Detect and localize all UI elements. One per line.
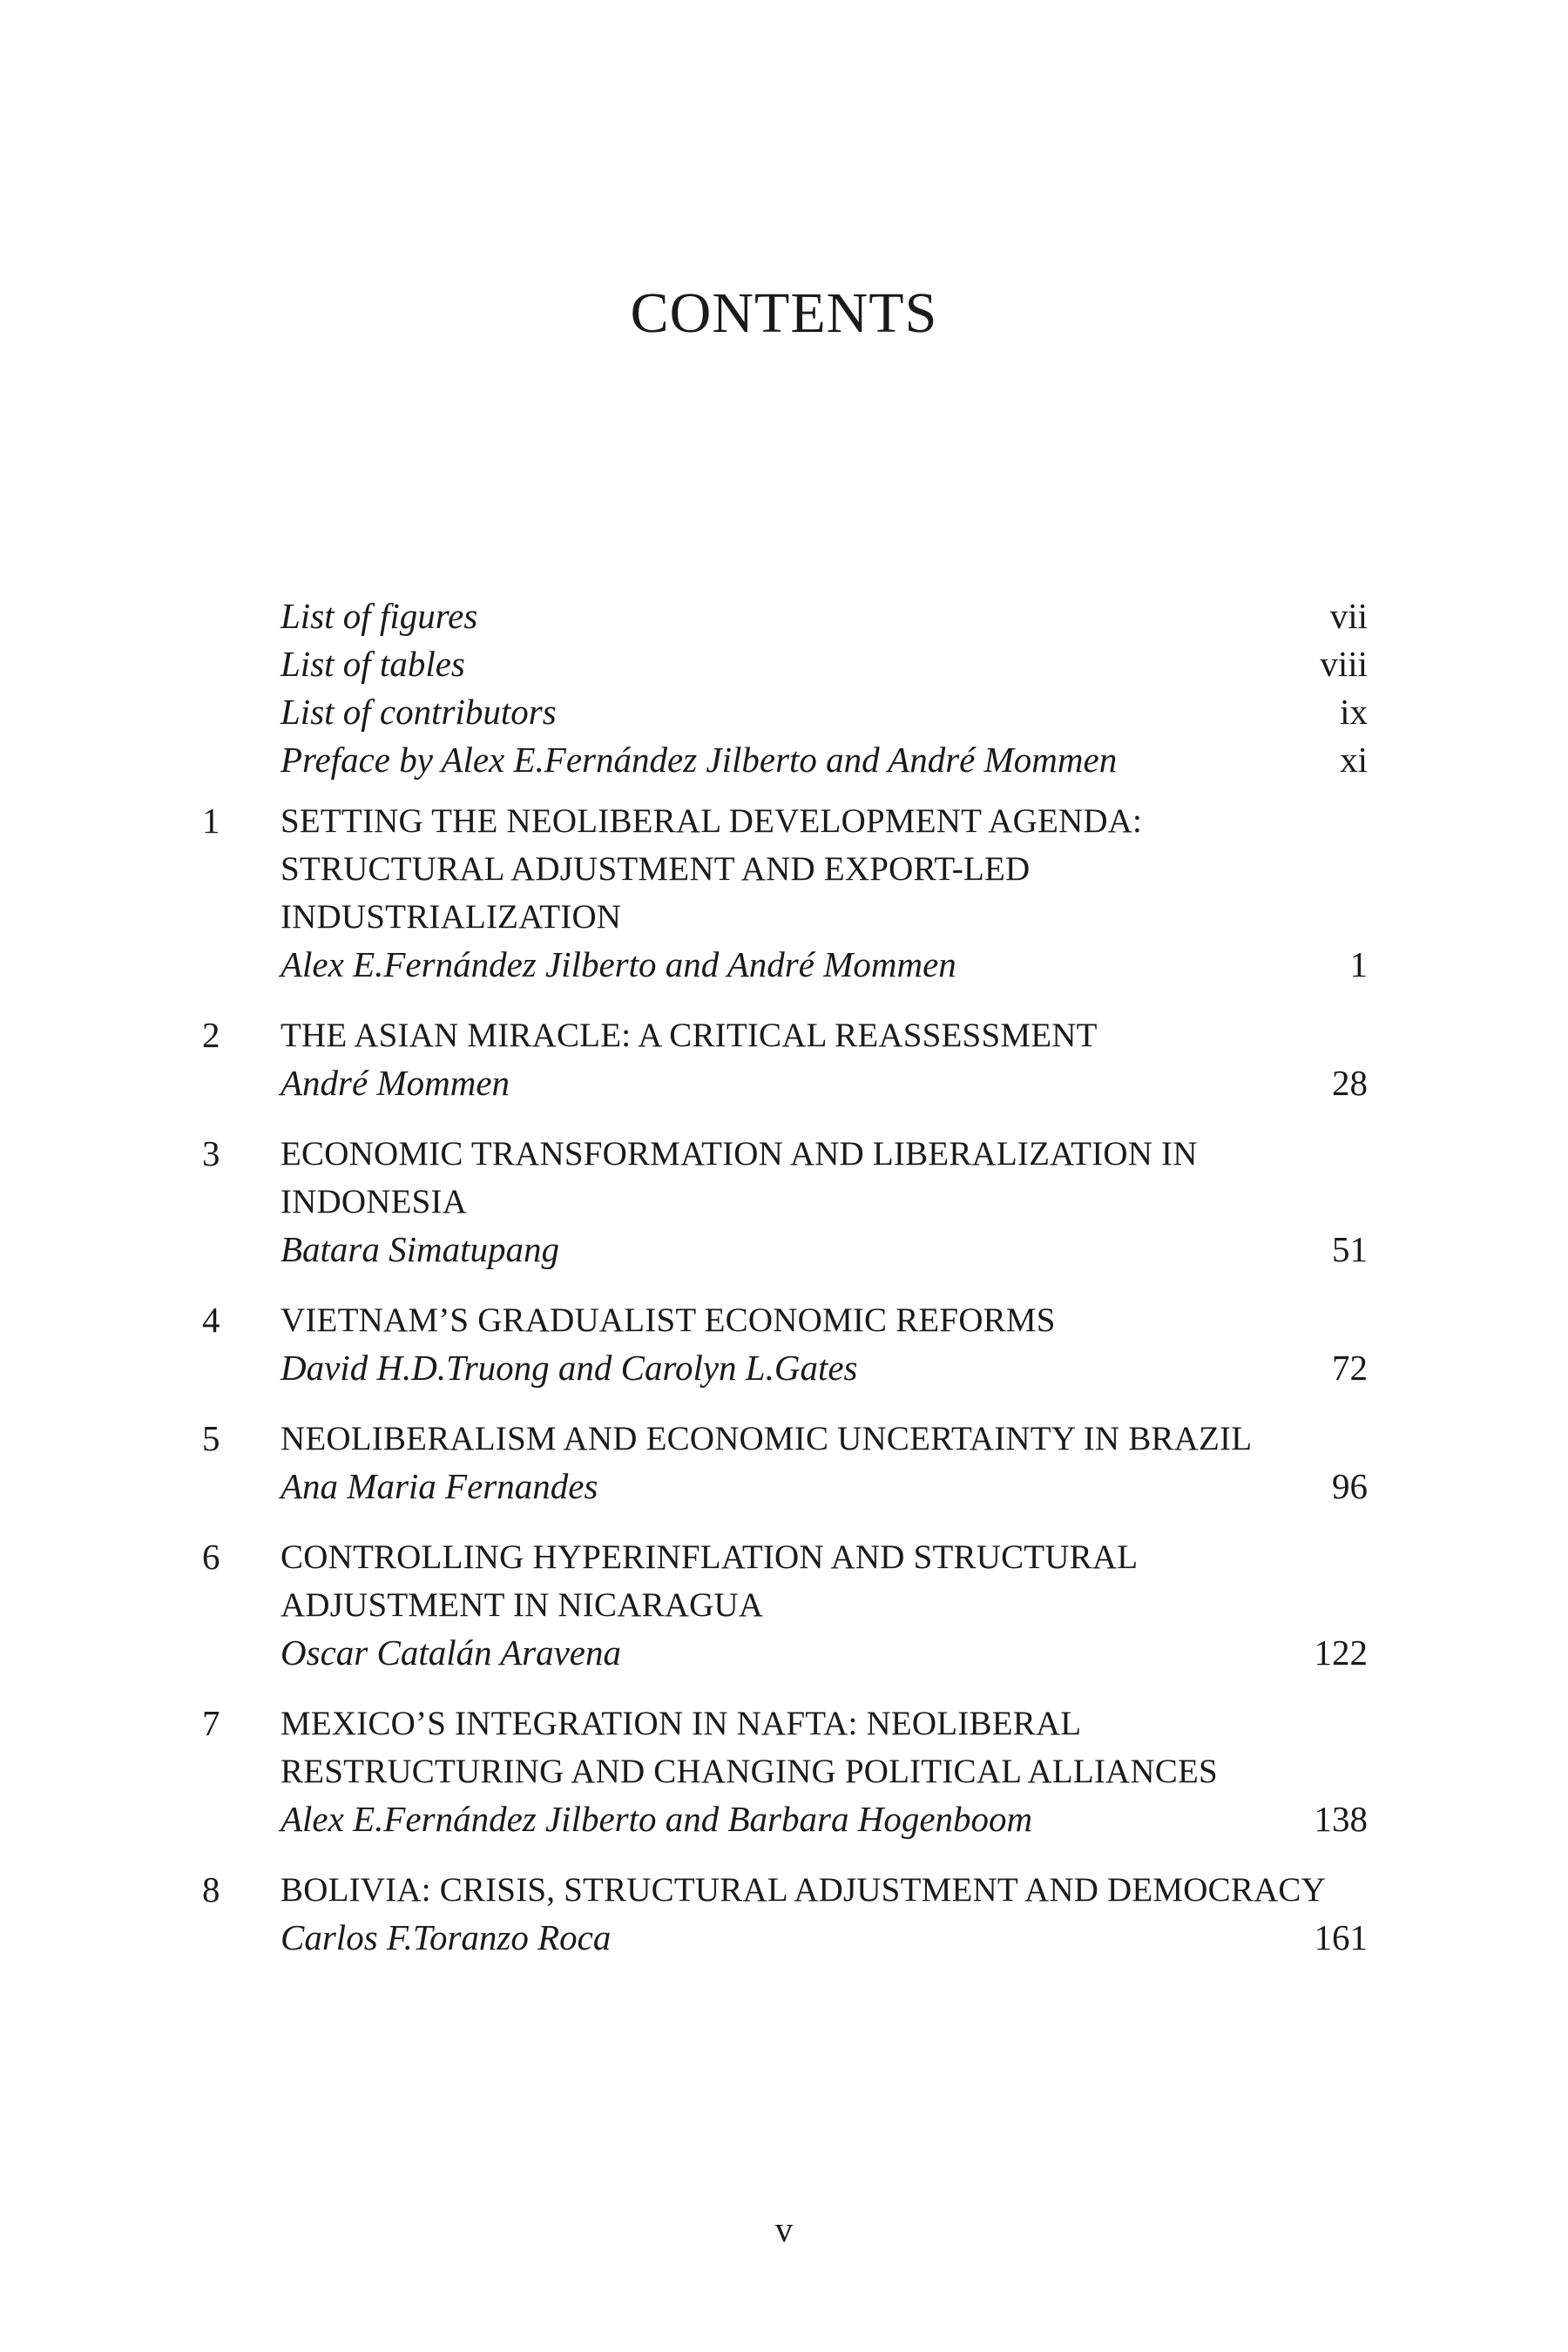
chapter-number: 5 bbox=[202, 1418, 220, 1458]
toc-entry-page: vii bbox=[1329, 596, 1368, 636]
chapter-author: Oscar Catalán Aravena bbox=[280, 1632, 622, 1673]
toc-entry-page: xi bbox=[1340, 740, 1368, 780]
chapter-title: BOLIVIA: CRISIS, STRUCTURAL ADJUSTMENT AND DEMOCRACY bbox=[280, 1871, 1327, 1909]
toc-entry-label: List of tables bbox=[280, 644, 465, 684]
chapter-number: 3 bbox=[202, 1133, 220, 1173]
chapter-title: CONTROLLING HYPERINFLATION AND STRUCTURAL ADJUSTMENT IN NICARAGUA bbox=[280, 1538, 1137, 1624]
chapter-page: 122 bbox=[1314, 1632, 1368, 1673]
chapter-page: 161 bbox=[1314, 1917, 1368, 1957]
chapter-title: ECONOMIC TRANSFORMATION AND LIBERALIZATION IN INDONESIA bbox=[280, 1135, 1198, 1220]
chapter-number: 4 bbox=[202, 1300, 220, 1340]
toc-entry-page: viii bbox=[1320, 644, 1368, 684]
toc-entry-list-of-figures[interactable] bbox=[280, 592, 1368, 640]
chapter-entry-3[interactable] bbox=[202, 1130, 1368, 1274]
chapter-page: 138 bbox=[1314, 1799, 1368, 1839]
chapter-entry-5[interactable] bbox=[202, 1415, 1368, 1511]
toc-entry-list-of-contributors[interactable] bbox=[280, 688, 1368, 736]
chapter-entry-4[interactable] bbox=[202, 1296, 1368, 1392]
chapter-number: 2 bbox=[202, 1015, 220, 1055]
chapter-number: 6 bbox=[202, 1537, 220, 1577]
chapter-author: Batara Simatupang bbox=[280, 1229, 560, 1269]
chapter-number: 1 bbox=[202, 801, 220, 841]
toc-entry-preface[interactable] bbox=[280, 736, 1368, 784]
chapter-entry-6[interactable] bbox=[202, 1533, 1368, 1677]
chapter-title: VIETNAM’S GRADUALIST ECONOMIC REFORMS bbox=[280, 1301, 1056, 1339]
chapter-author: Alex E.Fernández Jilberto and André Mommen bbox=[280, 944, 956, 984]
chapter-page: 28 bbox=[1332, 1063, 1368, 1103]
chapter-entry-7[interactable] bbox=[202, 1700, 1368, 1843]
chapter-entry-2[interactable] bbox=[202, 1011, 1368, 1107]
chapter-title: NEOLIBERALISM AND ECONOMIC UNCERTAINTY IN BRAZIL bbox=[280, 1420, 1253, 1457]
chapter-number: 7 bbox=[202, 1703, 220, 1743]
page-title: CONTENTS bbox=[630, 281, 938, 345]
chapter-number: 8 bbox=[202, 1869, 220, 1909]
toc-entry-label: List of contributors bbox=[280, 692, 557, 732]
front-matter-list bbox=[280, 592, 1368, 784]
toc-entry-page: ix bbox=[1340, 692, 1368, 732]
chapter-page: 72 bbox=[1332, 1348, 1368, 1388]
toc-entry-label: Preface by Alex E.Fernández Jilberto and André Mommen bbox=[280, 740, 1118, 780]
chapter-page: 1 bbox=[1349, 944, 1368, 984]
chapter-title: MEXICO’S INTEGRATION IN NAFTA: NEOLIBERAL RESTRUCTURING AND CHANGING POLITICAL ALLIANCES bbox=[280, 1705, 1218, 1790]
chapter-author: Alex E.Fernández Jilberto and Barbara Hogenboom bbox=[280, 1799, 1033, 1839]
toc-entry-label: List of figures bbox=[280, 596, 478, 636]
chapter-author: Carlos F.Toranzo Roca bbox=[280, 1917, 612, 1957]
chapter-entry-8[interactable] bbox=[202, 1866, 1368, 1962]
chapter-title: THE ASIAN MIRACLE: A CRITICAL REASSESSMENT bbox=[280, 1017, 1098, 1054]
chapter-page: 96 bbox=[1332, 1466, 1368, 1506]
chapter-entry-1[interactable] bbox=[202, 797, 1368, 989]
chapter-page: 51 bbox=[1332, 1229, 1368, 1269]
page-number-folio: v bbox=[774, 2209, 794, 2249]
chapter-title: SETTING THE NEOLIBERAL DEVELOPMENT AGENDA: STRUCTURAL ADJUSTMENT AND EXPORT-LED INDUSTRIALIZATION bbox=[280, 802, 1143, 936]
chapter-author: David H.D.Truong and Carolyn L.Gates bbox=[280, 1348, 858, 1388]
chapter-list bbox=[202, 797, 1368, 1984]
chapter-author: Ana Maria Fernandes bbox=[280, 1466, 598, 1506]
toc-entry-list-of-tables[interactable] bbox=[280, 640, 1368, 688]
chapter-author: André Mommen bbox=[280, 1063, 510, 1103]
